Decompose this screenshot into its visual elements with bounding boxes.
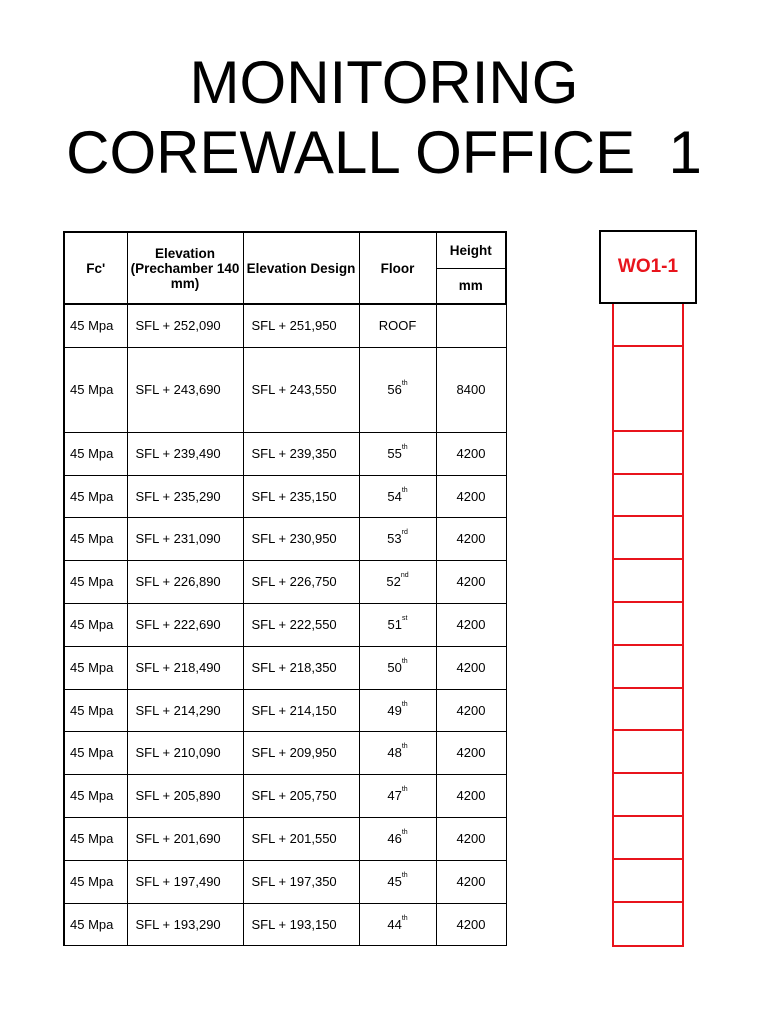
- cell-floor: 50th: [359, 646, 436, 689]
- cell-height: 4200: [436, 646, 506, 689]
- cell-elevation: SFL + 210,090: [127, 731, 243, 774]
- table-row: [64, 304, 506, 347]
- cell-elevation: SFL + 235,290: [127, 475, 243, 517]
- cell-floor: 45th: [359, 860, 436, 903]
- header-elevation-design: Elevation Design: [243, 232, 359, 304]
- cell-elevation-design: SFL + 251,950: [243, 304, 359, 347]
- table-row: [64, 774, 506, 817]
- column-segment: [614, 560, 682, 603]
- cell-fc: 45 Mpa: [64, 560, 127, 603]
- column-segment: [614, 731, 682, 774]
- floor-ordinal-suffix: th: [401, 486, 408, 494]
- cell-elevation: SFL + 231,090: [127, 517, 243, 560]
- table-row: [64, 475, 506, 517]
- column-segment: [614, 817, 682, 860]
- cell-floor: 46th: [359, 817, 436, 860]
- cell-elevation: SFL + 214,290: [127, 689, 243, 731]
- cell-floor: 53rd: [359, 517, 436, 560]
- cell-fc: 45 Mpa: [64, 347, 127, 432]
- cell-fc: 45 Mpa: [64, 774, 127, 817]
- floor-ordinal-suffix: th: [401, 743, 408, 750]
- cell-height: 4200: [436, 903, 506, 945]
- column-segment: [614, 860, 682, 903]
- cell-floor: 49th: [359, 689, 436, 731]
- cell-elevation-design: SFL + 226,750: [243, 560, 359, 603]
- cell-elevation-design: SFL + 243,550: [243, 347, 359, 432]
- monitoring-table: [63, 231, 507, 946]
- cell-fc: 45 Mpa: [64, 517, 127, 560]
- cell-fc: 45 Mpa: [64, 304, 127, 347]
- cell-elevation: SFL + 197,490: [127, 860, 243, 903]
- title-line-1: MONITORING: [189, 49, 579, 116]
- header-floor: Floor: [359, 232, 436, 304]
- table-row: [64, 603, 506, 646]
- cell-fc: 45 Mpa: [64, 731, 127, 774]
- table-row: [64, 560, 506, 603]
- cell-height: 4200: [436, 432, 506, 475]
- column-segment: [614, 304, 682, 347]
- cell-height: [436, 304, 506, 347]
- wall-label: WO1-1: [617, 256, 679, 277]
- cell-elevation: SFL + 252,090: [127, 304, 243, 347]
- column-segment: [614, 774, 682, 817]
- table-row: [64, 689, 506, 731]
- cell-height: 4200: [436, 689, 506, 731]
- cell-elevation-design: SFL + 201,550: [243, 817, 359, 860]
- floor-ordinal-suffix: st: [402, 615, 408, 622]
- cell-elevation-design: SFL + 235,150: [243, 475, 359, 517]
- cell-floor: 51st: [359, 603, 436, 646]
- cell-elevation: SFL + 201,690: [127, 817, 243, 860]
- table-row: [64, 432, 506, 475]
- cell-floor: 44th: [359, 903, 436, 945]
- cell-floor: 55th: [359, 432, 436, 475]
- floor-ordinal-suffix: th: [401, 914, 408, 922]
- column-segment: [614, 517, 682, 560]
- column-segment: [614, 603, 682, 646]
- column-segment: [614, 646, 682, 689]
- cell-fc: 45 Mpa: [64, 432, 127, 475]
- cell-height: 4200: [436, 603, 506, 646]
- cell-elevation-design: SFL + 209,950: [243, 731, 359, 774]
- header-elevation: Elevation (Prechamber 140 mm): [127, 232, 243, 304]
- cell-elevation-design: SFL + 205,750: [243, 774, 359, 817]
- table-row: [64, 817, 506, 860]
- floor-ordinal-suffix: rd: [401, 529, 408, 536]
- cell-elevation-design: SFL + 193,150: [243, 903, 359, 945]
- cell-height: 4200: [436, 731, 506, 774]
- floor-ordinal-suffix: th: [401, 380, 408, 387]
- page-title: [0, 48, 768, 188]
- cell-height: 8400: [436, 347, 506, 432]
- cell-fc: 45 Mpa: [64, 903, 127, 945]
- cell-floor: ROOF: [359, 304, 436, 347]
- cell-elevation: SFL + 239,490: [127, 432, 243, 475]
- cell-elevation-design: SFL + 222,550: [243, 603, 359, 646]
- cell-elevation-design: SFL + 230,950: [243, 517, 359, 560]
- wall-label-box: [599, 230, 697, 304]
- cell-fc: 45 Mpa: [64, 646, 127, 689]
- table-row: [64, 517, 506, 560]
- column-segment: [614, 432, 682, 475]
- column-segment: [614, 903, 682, 945]
- cell-height: 4200: [436, 817, 506, 860]
- table-row: [64, 347, 506, 432]
- cell-elevation: SFL + 226,890: [127, 560, 243, 603]
- header-height-unit: mm: [436, 268, 506, 304]
- table-row: [64, 860, 506, 903]
- cell-elevation-design: SFL + 197,350: [243, 860, 359, 903]
- floor-ordinal-suffix: nd: [400, 572, 409, 579]
- cell-floor: 56th: [359, 347, 436, 432]
- floor-ordinal-suffix: th: [401, 829, 408, 836]
- table-row: [64, 731, 506, 774]
- cell-fc: 45 Mpa: [64, 475, 127, 517]
- cell-fc: 45 Mpa: [64, 603, 127, 646]
- cell-height: 4200: [436, 475, 506, 517]
- cell-floor: 52nd: [359, 560, 436, 603]
- floor-ordinal-suffix: th: [401, 444, 408, 451]
- floor-ordinal-suffix: th: [401, 700, 408, 708]
- corewall-column-diagram: [612, 304, 684, 947]
- cell-floor: 48th: [359, 731, 436, 774]
- column-segment: [614, 475, 682, 517]
- cell-elevation: SFL + 222,690: [127, 603, 243, 646]
- header-fc: Fc': [64, 232, 127, 304]
- cell-height: 4200: [436, 560, 506, 603]
- header-height: Height: [436, 232, 506, 268]
- floor-ordinal-suffix: th: [401, 658, 408, 665]
- cell-fc: 45 Mpa: [64, 817, 127, 860]
- cell-floor: 47th: [359, 774, 436, 817]
- table-body: [64, 304, 506, 945]
- cell-elevation-design: SFL + 218,350: [243, 646, 359, 689]
- cell-fc: 45 Mpa: [64, 860, 127, 903]
- floor-ordinal-suffix: th: [401, 786, 408, 793]
- cell-elevation: SFL + 205,890: [127, 774, 243, 817]
- cell-elevation: SFL + 243,690: [127, 347, 243, 432]
- cell-elevation: SFL + 218,490: [127, 646, 243, 689]
- table-row: [64, 646, 506, 689]
- cell-height: 4200: [436, 517, 506, 560]
- cell-fc: 45 Mpa: [64, 689, 127, 731]
- cell-height: 4200: [436, 774, 506, 817]
- cell-floor: 54th: [359, 475, 436, 517]
- cell-elevation-design: SFL + 239,350: [243, 432, 359, 475]
- title-line-2: COREWALL OFFICE 1: [66, 119, 702, 186]
- cell-elevation-design: SFL + 214,150: [243, 689, 359, 731]
- cell-height: 4200: [436, 860, 506, 903]
- column-segment: [614, 689, 682, 731]
- column-segment: [614, 347, 682, 432]
- cell-elevation: SFL + 193,290: [127, 903, 243, 945]
- floor-ordinal-suffix: th: [401, 872, 408, 879]
- table-row: [64, 903, 506, 945]
